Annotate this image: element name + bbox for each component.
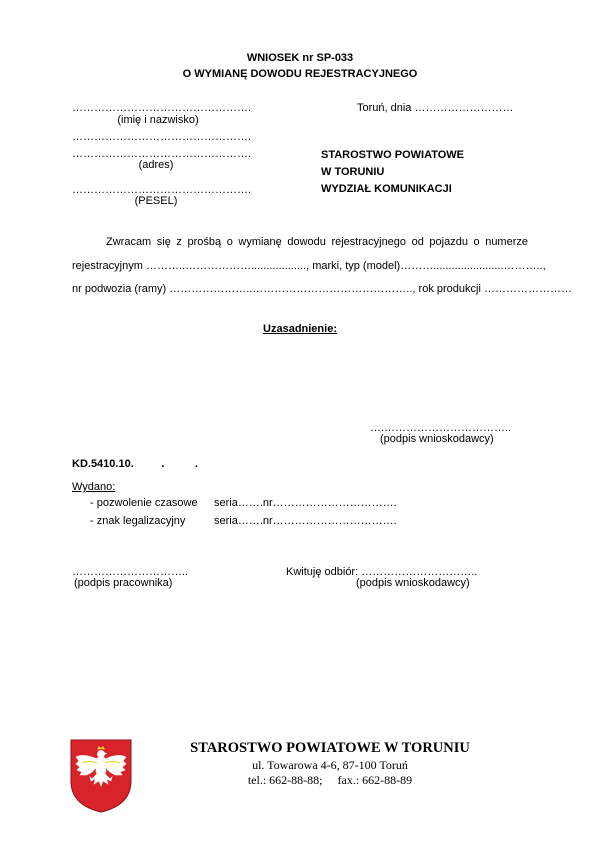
recipient-line1: STAROSTWO POWIATOWE — [321, 149, 464, 161]
request-text-line3[interactable]: nr podwozia (ramy) …………………..…………………………………….., rok produkcji …………………… — [72, 283, 572, 295]
recipient-line3: WYDZIAŁ KOMUNIKACJI — [321, 183, 452, 195]
issued-heading: Wydano: — [72, 481, 116, 493]
employee-signature-label: (podpis pracownika) — [74, 577, 173, 589]
address-field-label: (adres) — [138, 159, 174, 171]
request-text-line2[interactable]: rejestracyjnym ………..……………….................., marki, typ (model)……….......................……….., — [72, 260, 546, 272]
receipt-confirmation[interactable]: Kwituję odbiór: ………………………….. — [286, 566, 478, 578]
pesel-field-label: (PESEL) — [134, 195, 178, 207]
document-title-line1: WNIOSEK nr SP-033 — [246, 52, 354, 64]
footer-contact: tel.: 662-88-88; fax.: 662-88-89 — [247, 773, 413, 787]
recipient-line2: W TORUNIU — [321, 166, 385, 178]
justification-heading: Uzasadnienie: — [263, 323, 337, 335]
applicant-signature-label: (podpis wnioskodawcy) — [380, 433, 494, 445]
place-date-field[interactable]: Toruń, dnia ……………………… — [357, 102, 514, 114]
request-text-line1: Zwracam się z prośbą o wymianę dowodu rejestracyjnego od pojazdu o numerze — [106, 236, 528, 248]
footer-address: ul. Towarowa 4-6, 87-100 Toruń — [252, 758, 408, 772]
issued-item-temporary-permit-value[interactable]: seria…….nr……………………………. — [214, 497, 397, 509]
issued-item-temporary-permit-label: - pozwolenie czasowe — [90, 497, 198, 509]
pesel-field-dots[interactable]: …………………………………………. — [72, 184, 252, 196]
applicant-signature-dots[interactable]: ….…………………………….. — [370, 422, 512, 434]
footer-org-name: STAROSTWO POWIATOWE W TORUNIU — [190, 740, 470, 756]
address-field-dots-2[interactable]: …………………………………………. — [72, 148, 252, 160]
case-number: KD.5410.10. . . — [72, 458, 198, 470]
name-field-label: (imię i nazwisko) — [117, 114, 199, 126]
receipt-signature-label: (podpis wnioskodawcy) — [356, 577, 470, 589]
coat-of-arms-eagle-icon — [70, 739, 132, 813]
employee-signature-dots[interactable]: ………………………….. — [72, 566, 189, 578]
issued-item-legalization-sign-value[interactable]: seria…….nr……………………………. — [214, 515, 397, 527]
issued-item-legalization-sign-label: - znak legalizacyjny — [90, 515, 186, 527]
document-title-line2: O WYMIANĘ DOWODU REJESTRACYJNEGO — [182, 68, 418, 80]
name-field-dots[interactable]: …………………………………………. — [72, 102, 252, 114]
address-field-dots-1[interactable]: …………………………………………. — [72, 131, 252, 143]
